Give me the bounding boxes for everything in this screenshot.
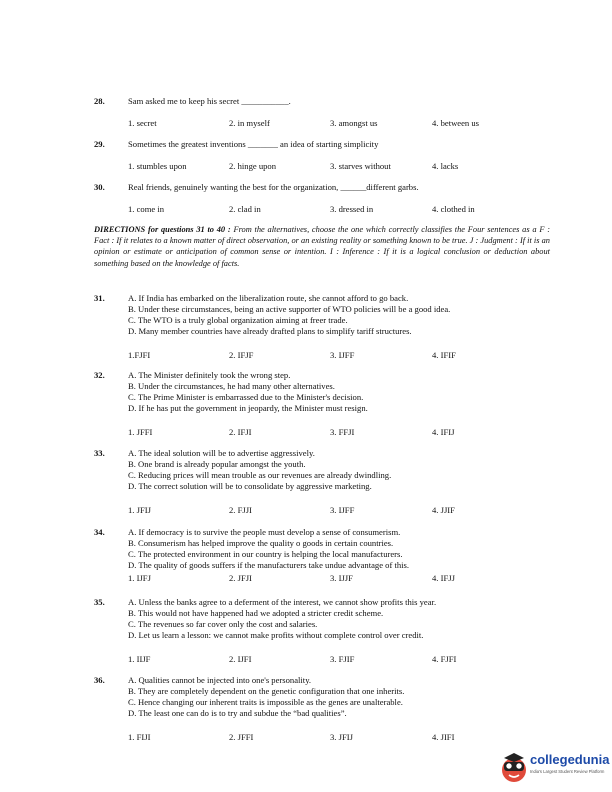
question-34 (94, 527, 554, 585)
statement-a: A. Qualities cannot be injected into one's personality. (128, 675, 312, 685)
options-row (128, 204, 548, 215)
question-35 (94, 597, 554, 667)
statement-b: B. This would not have happened had we adopted a stricter credit scheme. (128, 608, 384, 618)
option-3[interactable]: 3. FFJI (330, 427, 355, 437)
statement-d: D. The correct solution will be to consolidate by aggressive marketing. (128, 481, 372, 491)
option-1[interactable]: 1. stumbles upon (128, 161, 187, 171)
question-28 (94, 96, 554, 130)
option-1[interactable]: 1. IJFJ (128, 573, 151, 583)
question-number: 34. (94, 527, 105, 537)
logo-name: collegedunia (530, 752, 610, 767)
option-2[interactable]: 2. JFFI (229, 732, 254, 742)
statements (128, 675, 548, 719)
question-number: 36. (94, 675, 105, 685)
options-row (128, 118, 548, 129)
statement-d: D. Many member countries have already drafted plans to simplify tariff structures. (128, 326, 412, 336)
question-29 (94, 139, 554, 173)
statement-c: C. Reducing prices will mean trouble as our revenues are already dwindling. (128, 470, 392, 480)
statement-a: A. The ideal solution will be to advertise aggressively. (128, 448, 315, 458)
option-3[interactable]: 3. amongst us (330, 118, 378, 128)
statement-b: B. One brand is already popular amongst the youth. (128, 459, 306, 469)
option-4[interactable]: 4. FJFI (432, 654, 457, 664)
option-1[interactable]: 1. JFFI (128, 427, 153, 437)
option-4[interactable]: 4. IFJJ (432, 573, 455, 583)
options-row (128, 573, 548, 584)
question-number: 29. (94, 139, 105, 149)
option-2[interactable]: 2. clad in (229, 204, 261, 214)
statement-a: A. If democracy is to survive the people must develop a sense of consumerism. (128, 527, 401, 537)
option-4[interactable]: 4. JIFI (432, 732, 455, 742)
option-1[interactable]: 1. IIJF (128, 654, 151, 664)
question-32 (94, 370, 554, 440)
statement-d: D. The least one can do is to try and subdue the “bad qualities”. (128, 708, 347, 718)
question-number: 31. (94, 293, 105, 303)
logo-tagline: India's Largest Student Review Platform (530, 769, 605, 774)
directions-block (94, 224, 550, 269)
statement-c: C. Hence changing our inherent traits is impossible as the genes are unalterable. (128, 697, 403, 707)
options-row (128, 427, 548, 438)
option-2[interactable]: 2. JFJI (229, 573, 252, 583)
question-text: Sometimes the greatest inventions _______ an idea of starting simplicity (128, 139, 379, 149)
option-2[interactable]: 2. IJFI (229, 654, 252, 664)
statement-a: A. The Minister definitely took the wrong step. (128, 370, 291, 380)
option-1[interactable]: 1. come in (128, 204, 165, 214)
question-number: 30. (94, 182, 105, 192)
option-2[interactable]: 2. hinge upon (229, 161, 277, 171)
option-4[interactable]: 4. IFIF (432, 350, 456, 360)
directions-heading: DIRECTIONS for questions 31 to 40 : (94, 225, 231, 234)
options-row (128, 654, 548, 665)
mascot-icon (500, 748, 528, 784)
statements (128, 293, 548, 337)
options-row (128, 732, 548, 743)
option-1[interactable]: 1. FIJI (128, 732, 151, 742)
option-3[interactable]: 3. JFIJ (330, 732, 353, 742)
statement-c: C. The WTO is a truly global organization aiming at freer trade. (128, 315, 348, 325)
option-2[interactable]: 2. IFJI (229, 427, 252, 437)
question-36 (94, 675, 554, 745)
option-3[interactable]: 3. IJFF (330, 505, 355, 515)
statement-a: A. If India has embarked on the liberalization route, she cannot afford to go back. (128, 293, 409, 303)
options-row (128, 350, 548, 361)
question-text: Real friends, genuinely wanting the best for the organization, ______different garbs. (128, 182, 419, 192)
option-3[interactable]: 3. FJIF (330, 654, 355, 664)
statement-b: B. Consumerism has helped improve the quality o goods in certain countries. (128, 538, 394, 548)
option-4[interactable]: 4. IFIJ (432, 427, 455, 437)
option-3[interactable]: 3. dressed in (330, 204, 374, 214)
option-4[interactable]: 4. between us (432, 118, 480, 128)
statement-c: C. The protected environment in our country is helping the local manufacturers. (128, 549, 403, 559)
question-number: 28. (94, 96, 105, 106)
statement-d: D. Let us learn a lesson: we cannot make profits without complete control over credit. (128, 630, 424, 640)
statement-d: D. The quality of goods suffers if the manufacturers take undue advantage of this. (128, 560, 410, 570)
option-4[interactable]: 4. clothed in (432, 204, 475, 214)
statement-c: C. The Prime Minister is embarrassed due to the Minister's decision. (128, 392, 364, 402)
option-2[interactable]: 2. IFJF (229, 350, 254, 360)
option-3[interactable]: 3. starves without (330, 161, 391, 171)
statement-b: B. Under these circumstances, being an active supporter of WTO policies will be a good idea. (128, 304, 451, 314)
option-3[interactable]: 3. IJJF (330, 573, 353, 583)
statements (128, 448, 548, 492)
statements (128, 370, 548, 414)
option-1[interactable]: 1. JFIJ (128, 505, 151, 515)
statement-b: B. They are completely dependent on the genetic configuration that one inherits. (128, 686, 405, 696)
question-number: 33. (94, 448, 105, 458)
options-row (128, 161, 548, 172)
statement-d: D. If he has put the government in jeopardy, the Minister must resign. (128, 403, 368, 413)
directions-body: From the alternatives, choose the one which correctly classifies the Four sentences as a F : Fact : If it relates to a known matter of direct observation, or an existing reality or something known to be true. J : Judgment : If it is an opinion or estimate or anticipation of common sense or intention. I : Inference : If it is a logical conclusion or deduction about something based on the knowledge of facts. (94, 225, 550, 268)
statements (128, 597, 548, 641)
statement-a: A. Unless the banks agree to a deferment of the interest, we cannot show profits this year. (128, 597, 437, 607)
question-33 (94, 448, 554, 518)
option-3[interactable]: 3. IJFF (330, 350, 355, 360)
option-1[interactable]: 1. secret (128, 118, 157, 128)
statement-c: C. The revenues so far cover only the cost and salaries. (128, 619, 318, 629)
collegedunia-logo[interactable] (500, 748, 608, 788)
question-text: Sam asked me to keep his secret ___________. (128, 96, 291, 106)
statement-b: B. Under the circumstances, he had many other alternatives. (128, 381, 335, 391)
option-4[interactable]: 4. JJIF (432, 505, 455, 515)
option-2[interactable]: 2. FJJI (229, 505, 252, 515)
option-4[interactable]: 4. lacks (432, 161, 459, 171)
question-30 (94, 182, 554, 216)
question-number: 32. (94, 370, 105, 380)
option-1[interactable]: 1.FJFI (128, 350, 151, 360)
question-31 (94, 293, 554, 363)
option-2[interactable]: 2. in myself (229, 118, 270, 128)
options-row (128, 505, 548, 516)
question-number: 35. (94, 597, 105, 607)
statements (128, 527, 548, 571)
